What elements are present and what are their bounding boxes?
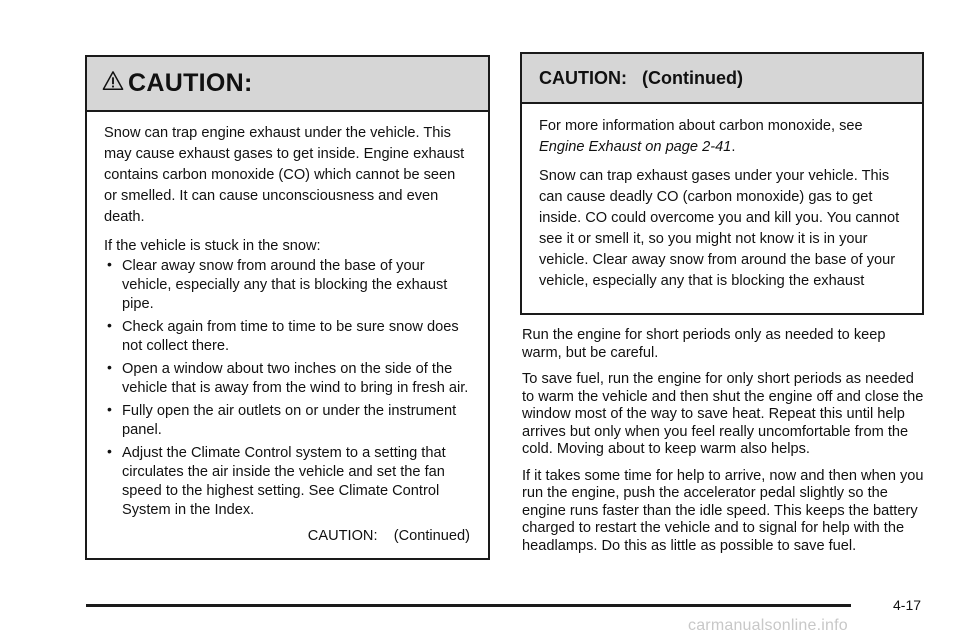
cross-reference: Engine Exhaust on page 2-41 bbox=[539, 139, 732, 155]
bullet-icon: • bbox=[107, 359, 112, 375]
list-item: • Clear away snow from around the base of your vehicle, especially any that is blocking the exhaust pipe. bbox=[107, 256, 448, 312]
caution-continued-body bbox=[522, 104, 922, 292]
body-paragraph: Run the engine for short periods only as needed to keep warm, but be careful. bbox=[522, 327, 886, 361]
list-item: • Adjust the Climate Control system to a setting that circulates the air inside the vehicle and set the fan speed to the highest setting. See Climate Control System in the Index. bbox=[107, 443, 446, 518]
caution-paragraph: Snow can trap exhaust gases under your vehicle. This can cause deadly CO (carbon monoxide) gas to get inside. CO could overcome you and kill you. You cannot see it or smell it, so you might not know it is in your vehicle. Clear away snow from around the base of your vehicle, especially any that is blocking the exhaust bbox=[539, 168, 900, 289]
caution-continued-header bbox=[522, 54, 922, 104]
caution-header bbox=[87, 57, 488, 112]
caution-body bbox=[87, 112, 488, 547]
bullet-icon: • bbox=[107, 256, 112, 272]
watermark: carmanualsonline.info bbox=[688, 617, 848, 634]
list-item: • Fully open the air outlets on or under the instrument panel. bbox=[107, 401, 457, 438]
body-paragraph: If it takes some time for help to arrive, now and then when you run the engine, push the accelerator pedal slightly so the engine runs faster than the idle speed. This keeps the battery charged to restart the vehicle and to signal for help with the headlamps. Do this as little as possible to save fuel. bbox=[522, 467, 924, 554]
page-number: 4-17 bbox=[893, 597, 922, 613]
list-item: • Open a window about two inches on the side of the vehicle that is away from the wind to bring in fresh air. bbox=[107, 359, 469, 396]
caution-title: CAUTION: bbox=[128, 69, 253, 97]
caution-paragraph: If the vehicle is stuck in the snow: bbox=[104, 238, 321, 254]
caution-continued-label: CAUTION: (Continued) bbox=[307, 528, 470, 544]
caution-continued-title: CAUTION: (Continued) bbox=[539, 67, 743, 88]
caution-paragraph: Snow can trap engine exhaust under the vehicle. This may cause exhaust gases to get inside. Engine exhaust contains carbon monoxide (CO) which cannot be seen or smelled. It can cause unconsciousness and even death. bbox=[104, 125, 465, 225]
caution-bullet-list bbox=[104, 257, 470, 520]
body-text bbox=[522, 327, 927, 564]
list-item: • Check again from time to time to be sure snow does not collect there. bbox=[107, 317, 459, 354]
footer-rule bbox=[86, 604, 851, 607]
warning-triangle-icon bbox=[102, 70, 124, 92]
caution-box bbox=[85, 55, 490, 560]
bullet-icon: • bbox=[107, 401, 112, 417]
bullet-icon: • bbox=[107, 317, 112, 333]
caution-continued-box bbox=[520, 52, 924, 315]
bullet-icon: • bbox=[107, 443, 112, 459]
body-paragraph: To save fuel, run the engine for only short periods as needed to warm the vehicle and then shut the engine off and close the window most of the way to save heat. Repeat this until help arrives but only when you feel really uncomfortable from the cold. Moving about to keep warm also helps. bbox=[522, 371, 924, 457]
caution-paragraph: For more information about carbon monoxide, see Engine Exhaust on page 2-41. bbox=[539, 118, 863, 155]
